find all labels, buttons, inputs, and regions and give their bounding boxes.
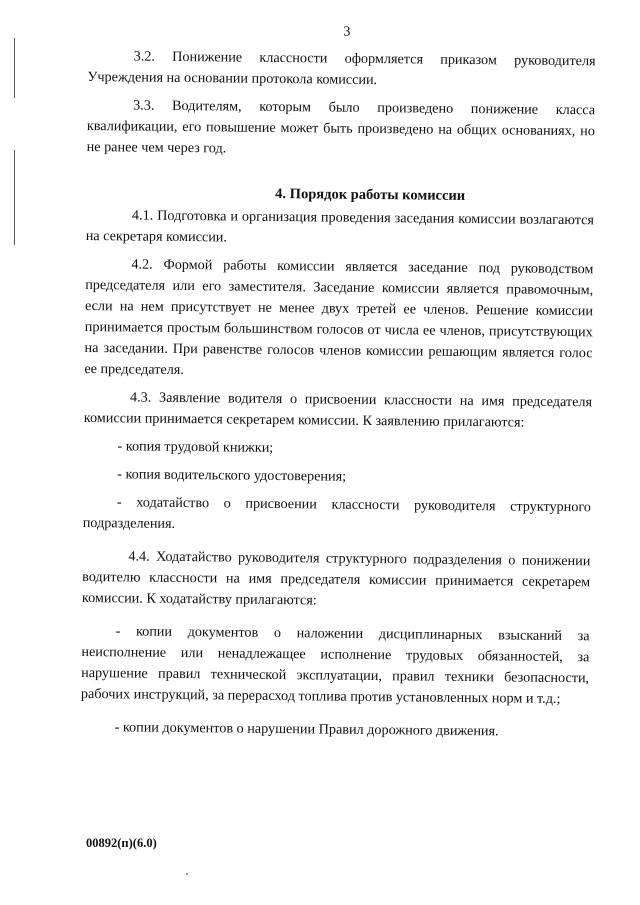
document-code: 00892(п)(6.0) <box>86 836 157 850</box>
paragraph-4-3: 4.3. Заявление водителя о присвоении классности на имя председателя комиссии принимается секретарем комиссии. К заявлению прилагаются: <box>83 389 593 431</box>
list-item-work-book-copy: - копия трудовой книжки; <box>117 438 274 456</box>
scan-edge-mark-top <box>14 38 15 98</box>
paragraph-4-1: 4.1. Подготовка и организация проведения заседания комиссии возлагаются на секретаря комиссии. <box>85 207 595 246</box>
page-number: 3 <box>343 24 351 40</box>
section-heading: 4. Порядок работы комиссии <box>275 185 466 204</box>
paragraph-3-2: 3.2. Понижение классности оформляется приказом руководителя Учреждения на основании протокола комиссии. <box>87 48 596 89</box>
document-body <box>81 22 596 743</box>
list-item-traffic-violation-documents: - копии документов о нарушении Правил дорожного движения. <box>114 719 499 740</box>
list-item-disciplinary-documents: - копии документов о наложении дисциплинарных взысканий за неисполнение или ненадлежащее исполнение трудовых обязанностей, за нарушение правил технической эксплуатации, правил техники безопасности, рабочих инструкций, за перерасход топлива против установленных норм и т.д.; <box>80 623 590 707</box>
list-item-petition: - ходатайство о присвоении классности руководителя структурного подразделения. <box>82 494 592 532</box>
paragraph-3-3: 3.3. Водителям, которым было произведено понижение класса квалификации, его повышение может быть произведено на общих основаниях, но не ранее чем через год. <box>86 97 596 157</box>
list-item-license-copy: - копия водительского удостоверения; <box>117 466 347 485</box>
scan-speck <box>186 873 188 875</box>
paragraph-4-2: 4.2. Формой работы комиссии является заседание под руководством председателя или его заместителя. Заседание комиссии является правомочным, если на нем присутствует не менее двух третей ее членов. Решение комиссии принимается простым большинством голосов от числа ее членов, присутствующих на заседании. При равенстве голосов членов комиссии решающим является голос ее председателя. <box>84 256 594 379</box>
scan-edge-mark-mid <box>14 150 15 245</box>
paragraph-4-4: 4.4. Ходатайство руководителя структурного подразделения о понижении водителю классности на имя председателя комиссии принимается секретарем комиссии. К ходатайству прилагаются: <box>81 548 591 609</box>
